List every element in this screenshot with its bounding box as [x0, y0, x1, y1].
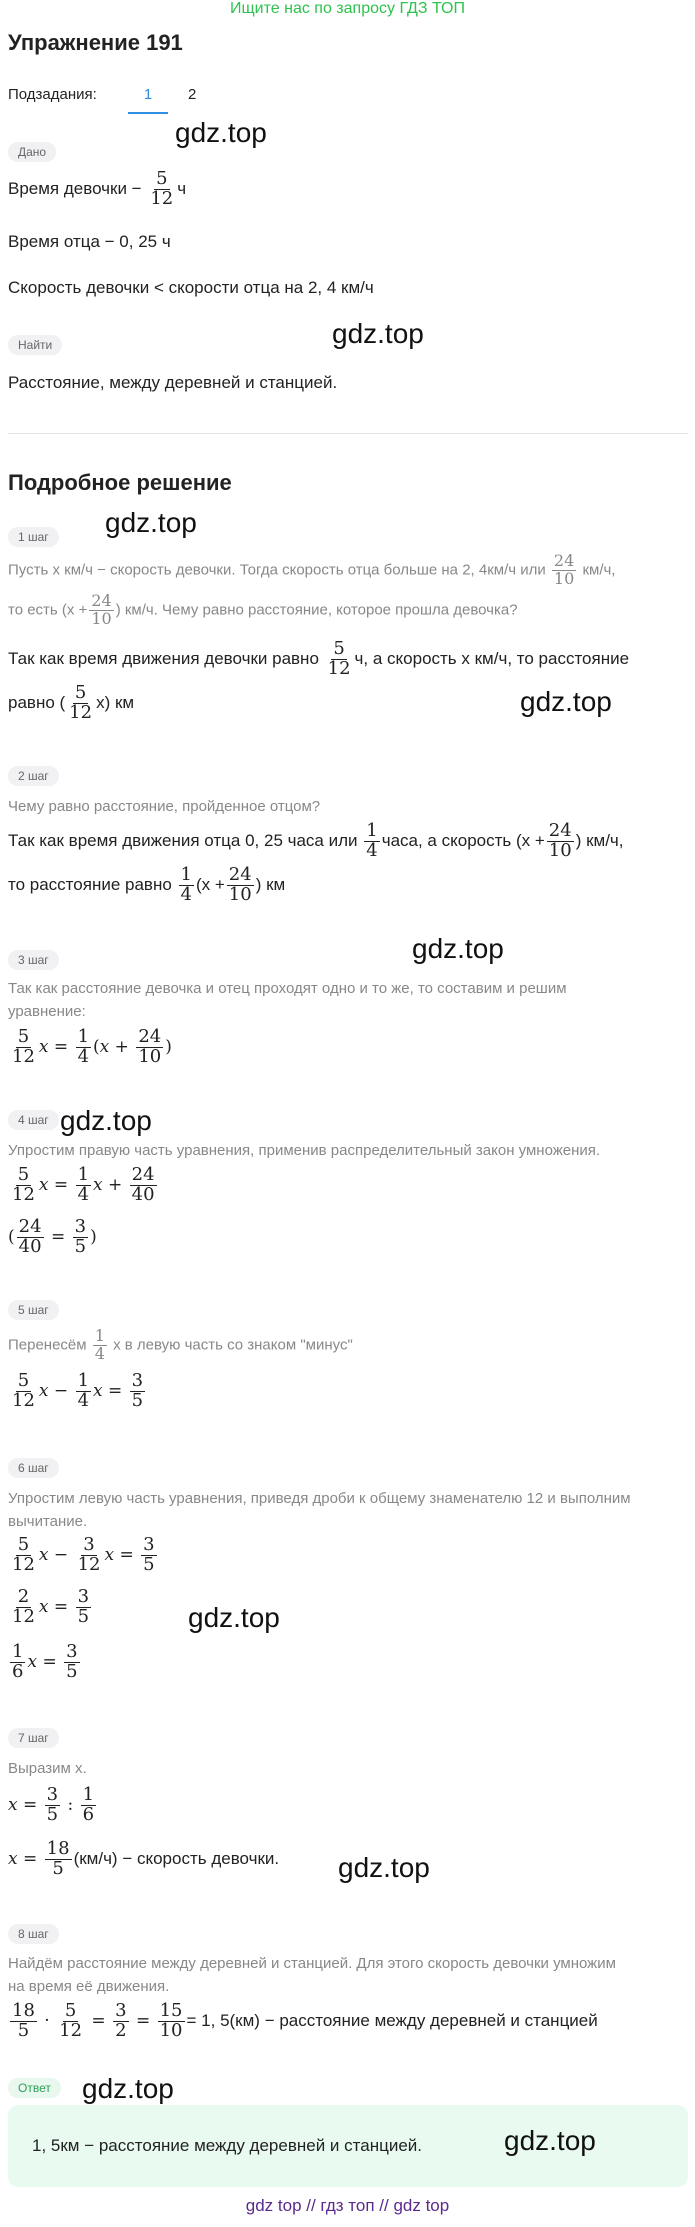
answer-chip: Ответ: [8, 2078, 61, 2098]
fraction: $\frac{24}{10}$: [228, 864, 252, 905]
fraction: $\frac{2}{12}$: [12, 1586, 35, 1627]
fraction: $\frac{24}{10}$: [91, 591, 112, 628]
fraction: $\frac{1}{4}$: [77, 1164, 90, 1205]
step-7-question: Выразим x.: [8, 1760, 87, 1777]
step-3-question-line2: уравнение:: [8, 1003, 86, 1020]
fraction: $\frac{5}{12}$: [12, 1370, 35, 1411]
step-3-equation: $\frac{5}{12}$ x = $\frac{1}{4}$ (x + $\frac{24}{10}$ ): [12, 1026, 172, 1067]
footer-links[interactable]: gdz top // гдз топ // gdz top: [245, 2196, 450, 2215]
girl-time-prefix: Время девочки −: [8, 178, 142, 198]
step-1-question-line2: то есть (x + $\frac{24}{10}$ ) км/ч. Чему равно расстояние, которое прошла девочка?: [8, 591, 518, 628]
step-6-chip: 6 шаг: [8, 1458, 59, 1478]
fraction: $\frac{5}{12}$: [12, 1026, 35, 1067]
watermark: gdz.top: [332, 318, 424, 349]
step-7-equation-2: x = $\frac{18}{5}$ (км/ч) − скорость девочки.: [8, 1838, 280, 1879]
fraction: $\frac{1}{6}$: [82, 1784, 95, 1825]
girl-time-unit: ч: [177, 178, 187, 198]
step-1-answer-line2: равно ( $\frac{5}{12}$ x) км: [8, 682, 135, 723]
fraction: $\frac{3}{2}$: [115, 2000, 127, 2041]
fraction: $\frac{24}{10}$: [553, 551, 575, 588]
fraction: $\frac{5}{12}$: [150, 168, 174, 209]
step-6-equation-3: $\frac{1}{6}$ x = $\frac{3}{5}$: [12, 1641, 78, 1682]
step-8-equation: $\frac{18}{5}$ · $\frac{5}{12}$ = $\frac{3}{2}$ = $\frac{15}{10}$ = 1, 5(км) − расстояние между деревней и станцией: [12, 2000, 598, 2041]
find-chip: Найти: [8, 335, 62, 355]
given-girl-time: [8, 170, 186, 209]
fraction: $\frac{1}{4}$: [180, 864, 192, 905]
watermark: gdz.top: [520, 686, 612, 717]
fraction: $\frac{15}{10}$: [159, 2000, 183, 2041]
watermark: gdz.top: [175, 117, 267, 148]
step-3-chip: 3 шаг: [8, 950, 59, 970]
watermark: gdz.top: [504, 2125, 596, 2156]
fraction: $\frac{5}{12}$: [327, 638, 351, 679]
fraction: $\frac{3}{5}$: [131, 1370, 144, 1411]
fraction: $\frac{1}{4}$: [94, 1326, 105, 1363]
fraction: $\frac{3}{5}$: [77, 1586, 90, 1627]
fraction: $\frac{5}{12}$: [12, 1164, 35, 1205]
answer-text: 1, 5км − расстояние между деревней и станцией.: [32, 2136, 422, 2155]
step-2-question: Чему равно расстояние, пройденное отцом?: [8, 798, 321, 815]
step-1-answer-line1: Так как время движения девочки равно $\frac{5}{12}$ ч, а скорость x км/ч, то расстояние: [8, 638, 630, 679]
step-4-question: Упростим правую часть уравнения, применив распределительный закон умножения.: [8, 1142, 601, 1159]
subtask-tab-indicator: [128, 112, 168, 114]
step-2-answer-line2: то расстояние равно $\frac{1}{4}$ (x + $\frac{24}{10}$ ) км: [8, 864, 286, 905]
watermark: gdz.top: [82, 2073, 174, 2104]
fraction: $\frac{1}{6}$: [12, 1641, 24, 1682]
step-2-chip: 2 шаг: [8, 766, 59, 786]
fraction: $\frac{1}{4}$: [77, 1370, 90, 1411]
step-4-note: ( $\frac{24}{40}$ = $\frac{3}{5}$ ): [8, 1216, 97, 1257]
step-5-chip: 5 шаг: [8, 1300, 59, 1320]
step-1-chip: 1 шаг: [8, 527, 59, 547]
fraction: $\frac{5}{12}$: [12, 1534, 35, 1575]
subtask-tab-1[interactable]: 1: [143, 86, 153, 103]
fraction: $\frac{3}{5}$: [66, 1641, 78, 1682]
step-1-question-line1: Пусть x км/ч − скорость девочки. Тогда скорость отца больше на 2, 4км/ч или $\frac{24}{10}$ км/ч,: [8, 551, 616, 588]
watermark: gdz.top: [412, 933, 504, 964]
step-6-equation-1: $\frac{5}{12}$ x − $\frac{3}{12}$ x = $\frac{3}{5}$: [12, 1534, 155, 1575]
step-5-question: Перенесём $\frac{1}{4}$ x в левую часть со знаком "минус": [8, 1326, 353, 1363]
fraction: $\frac{24}{40}$: [131, 1164, 155, 1205]
step-3-question-line1: Так как расстояние девочка и отец проходят одно и то же, то составим и решим: [8, 980, 567, 997]
step-7-chip: 7 шаг: [8, 1728, 59, 1748]
step-6-question-line1: Упростим левую часть уравнения, приведя дроби к общему знаменателю 12 и выполним: [8, 1490, 631, 1507]
watermark: gdz.top: [188, 1602, 280, 1633]
fraction: $\frac{3}{5}$: [143, 1534, 155, 1575]
solution-title: Подробное решение: [8, 470, 232, 495]
fraction: $\frac{3}{12}$: [77, 1534, 101, 1575]
watermark: gdz.top: [338, 1852, 430, 1883]
given-speed: Скорость девочки < скорости отца на 2, 4 км/ч: [8, 278, 374, 297]
fraction: $\frac{24}{10}$: [548, 820, 572, 861]
fraction: $\frac{3}{5}$: [46, 1784, 59, 1825]
given-father-time: Время отца − 0, 25 ч: [8, 232, 171, 251]
step-8-question-line1: Найдём расстояние между деревней и станцией. Для этого скорость девочки умножим: [8, 1955, 616, 1972]
fraction: $\frac{18}{5}$: [12, 2000, 35, 2041]
divider: [8, 433, 688, 434]
step-4-chip: 4 шаг: [8, 1110, 59, 1130]
fraction: $\frac{1}{4}$: [366, 820, 378, 861]
step-2-answer-line1: Так как время движения отца 0, 25 часа или $\frac{1}{4}$ часа, а скорость (x + $\frac{24}{10}$ ) км/ч,: [8, 820, 624, 861]
fraction: $\frac{24}{40}$: [18, 1216, 42, 1257]
top-banner[interactable]: Ищите нас по запросу ГДЗ ТОП: [230, 0, 465, 17]
step-4-equation: $\frac{5}{12}$ x = $\frac{1}{4}$ x + $\frac{24}{40}$: [12, 1164, 155, 1205]
subtasks-label: Подзадания:: [8, 86, 97, 103]
fraction: $\frac{18}{5}$: [46, 1838, 70, 1879]
step-6-equation-2: $\frac{2}{12}$ x = $\frac{3}{5}$: [12, 1586, 90, 1627]
given-chip: Дано: [8, 142, 56, 162]
fraction: $\frac{1}{4}$: [77, 1026, 90, 1067]
step-8-question-line2: на время её движения.: [8, 1978, 170, 1995]
fraction: $\frac{5}{12}$: [59, 2000, 83, 2041]
page-title: Упражнение 191: [8, 30, 183, 55]
step-6-question-line2: вычитание.: [8, 1513, 88, 1530]
subtask-tab-2[interactable]: 2: [188, 86, 197, 103]
step-8-chip: 8 шаг: [8, 1924, 59, 1944]
fraction: $\frac{3}{5}$: [74, 1216, 87, 1257]
watermark: gdz.top: [105, 507, 197, 538]
find-text: Расстояние, между деревней и станцией.: [8, 373, 338, 392]
watermark: gdz.top: [60, 1105, 152, 1136]
fraction: $\frac{5}{12}$: [69, 682, 93, 723]
fraction: $\frac{24}{10}$: [138, 1026, 162, 1067]
step-5-equation: $\frac{5}{12}$ x − $\frac{1}{4}$ x = $\frac{3}{5}$: [12, 1370, 144, 1411]
step-7-equation-1: x = $\frac{3}{5}$ : $\frac{1}{6}$: [8, 1784, 95, 1825]
